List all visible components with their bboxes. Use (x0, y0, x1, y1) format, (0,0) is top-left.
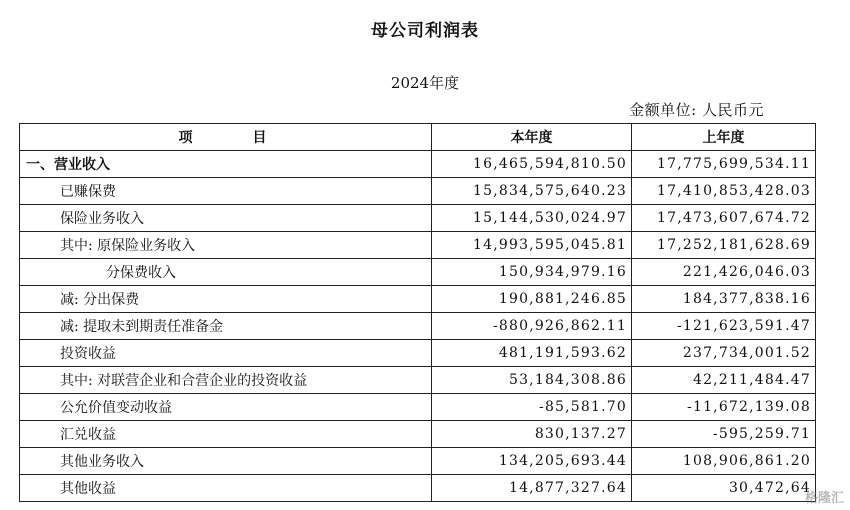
income-statement-table (19, 123, 816, 502)
row-label: 已赚保费 (20, 178, 432, 205)
table-row (20, 394, 816, 421)
current-value: 14,877,327.64 (432, 475, 632, 502)
current-value: -880,926,862.11 (432, 313, 632, 340)
table-row (20, 151, 816, 178)
row-label: 减: 提取未到期责任准备金 (20, 313, 432, 340)
table-row (20, 178, 816, 205)
row-label: 其中: 对联营企业和合营企业的投资收益 (20, 367, 432, 394)
previous-value: 17,473,607,674.72 (632, 205, 816, 232)
table-header-row (20, 124, 816, 151)
current-value: 134,205,693.44 (432, 448, 632, 475)
row-label: 一、营业收入 (20, 151, 432, 178)
table-row (20, 205, 816, 232)
table-row (20, 421, 816, 448)
current-value: 15,834,575,640.23 (432, 178, 632, 205)
row-label: 分保费收入 (20, 259, 432, 286)
table-row (20, 475, 816, 502)
header-item: 项目 (20, 124, 432, 151)
row-label: 其他收益 (20, 475, 432, 502)
row-label: 汇兑收益 (20, 421, 432, 448)
row-label: 保险业务收入 (20, 205, 432, 232)
previous-value: 237,734,001.52 (632, 340, 816, 367)
current-value: -85,581.70 (432, 394, 632, 421)
current-value: 190,881,246.85 (432, 286, 632, 313)
row-label: 其中: 原保险业务收入 (20, 232, 432, 259)
previous-value: 42,211,484.47 (632, 367, 816, 394)
row-label: 减: 分出保费 (20, 286, 432, 313)
current-value: 16,465,594,810.50 (432, 151, 632, 178)
table-row (20, 232, 816, 259)
row-label: 其他业务收入 (20, 448, 432, 475)
current-value: 15,144,530,024.97 (432, 205, 632, 232)
watermark-logo: 格隆汇 (804, 491, 844, 506)
current-value: 53,184,308.86 (432, 367, 632, 394)
previous-value: 221,426,046.03 (632, 259, 816, 286)
header-previous-year: 上年度 (632, 124, 816, 151)
current-value: 481,191,593.62 (432, 340, 632, 367)
previous-value: -121,623,591.47 (632, 313, 816, 340)
table-row (20, 340, 816, 367)
table-row (20, 448, 816, 475)
previous-value: 17,775,699,534.11 (632, 151, 816, 178)
current-value: 830,137.27 (432, 421, 632, 448)
previous-value: 30,472,64 (632, 475, 816, 502)
previous-value: 17,410,853,428.03 (632, 178, 816, 205)
previous-value: -595,259.71 (632, 421, 816, 448)
previous-value: 108,906,861.20 (632, 448, 816, 475)
report-title: 母公司利润表 (371, 21, 479, 41)
previous-value: 17,252,181,628.69 (632, 232, 816, 259)
row-label: 公允价值变动收益 (20, 394, 432, 421)
row-label: 投资收益 (20, 340, 432, 367)
table-row (20, 286, 816, 313)
previous-value: -11,672,139.08 (632, 394, 816, 421)
previous-value: 184,377,838.16 (632, 286, 816, 313)
table-row (20, 259, 816, 286)
report-year: 2024年度 (390, 74, 460, 92)
table-row (20, 367, 816, 394)
header-current-year: 本年度 (432, 124, 632, 151)
table-row (20, 313, 816, 340)
current-value: 14,993,595,045.81 (432, 232, 632, 259)
current-value: 150,934,979.16 (432, 259, 632, 286)
currency-unit: 金额单位: 人民币元 (629, 101, 764, 119)
